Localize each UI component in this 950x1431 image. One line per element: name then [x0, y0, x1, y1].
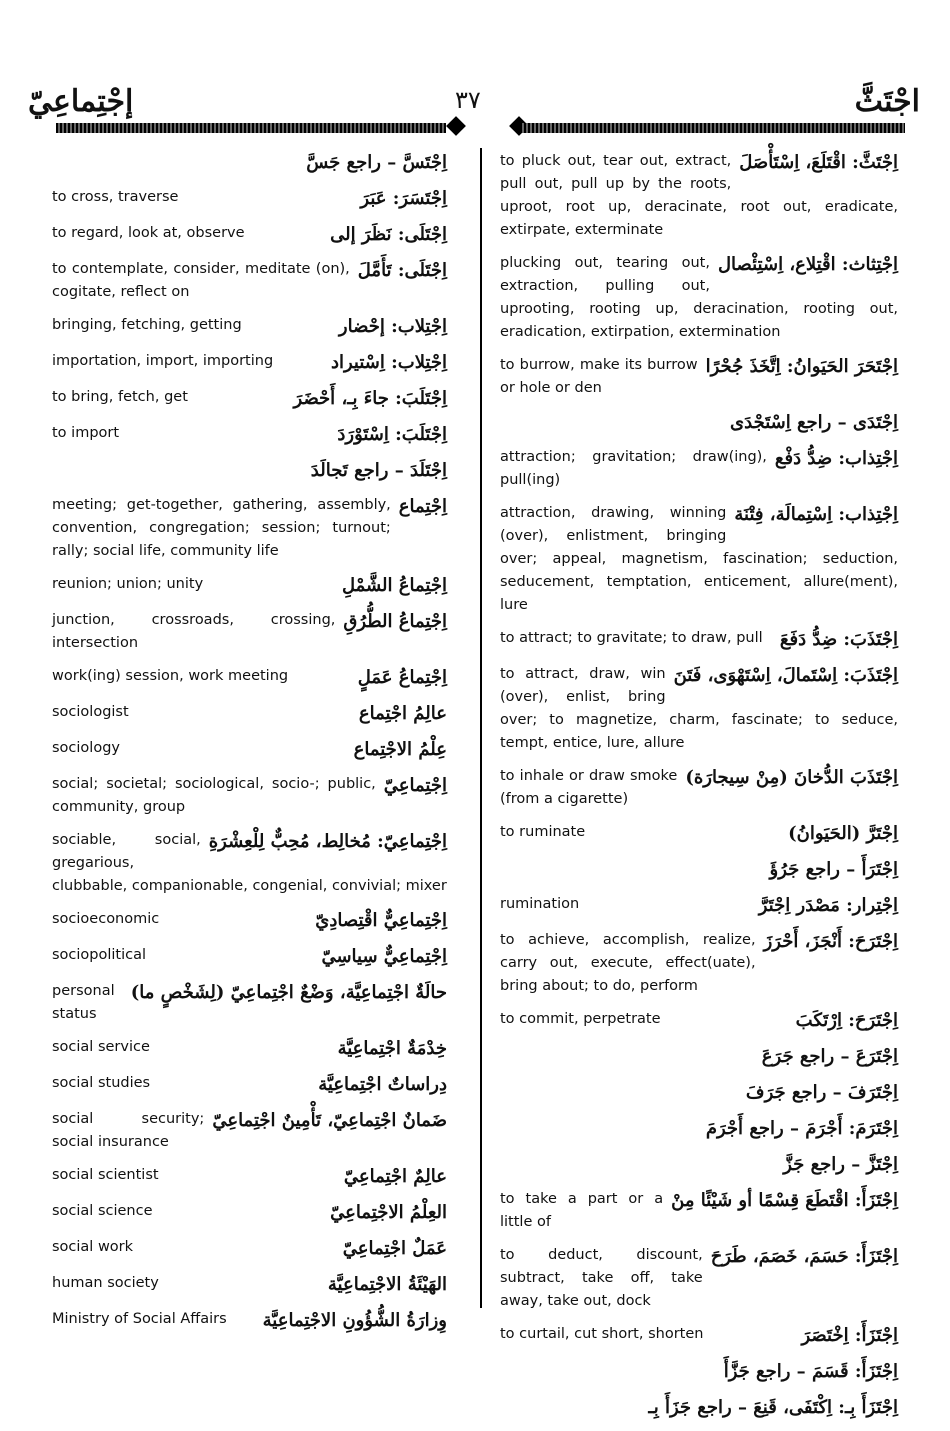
arabic-headword: اِجْتَثَّ: اقْتَلَعَ، اِسْتَأْصَلَ	[739, 152, 898, 173]
arabic-headword: اِجْتَذَبَ: ضِدُّ دَفَعَ	[779, 629, 898, 650]
arabic-headword: العِلْمُ الاجْتِماعِيّ	[330, 1202, 447, 1223]
dictionary-entry	[52, 944, 447, 970]
english-definition: social service	[52, 1039, 150, 1055]
arabic-headword: خِدْمَةٌ اجْتِماعِيَّة	[337, 1038, 447, 1059]
arabic-headword: اِجْتَذَبَ الدُّخانَ (مِنْ سِيجارَة)	[685, 767, 898, 788]
arabic-headword: اِجْتَزَأَ: حَسَمَ، خَصَمَ، طَرَحَ	[710, 1246, 898, 1267]
english-definition: plucking out, tearing out, extraction, pulling out, uprooting, rooting up, deracination, rooting out, eradication, extirpation, extermination	[500, 255, 898, 340]
arabic-headword: اِجْتَدَى – راجع اِسْتَجْدَى	[730, 412, 898, 433]
dictionary-entry	[500, 929, 898, 998]
arabic-headword: اِجْتَرَعَ – راجع جَرَعَ	[761, 1046, 898, 1067]
arabic-headword: اِجْتَرَمَ: أَجْرَمَ – راجع أَجْرَمَ	[705, 1118, 898, 1139]
arabic-headword: اِجْتِماع	[398, 496, 447, 517]
dictionary-entry	[52, 186, 447, 212]
dictionary-entry	[500, 627, 898, 653]
dictionary-entry	[52, 1164, 447, 1190]
dictionary-entry	[52, 386, 447, 412]
right-column	[500, 150, 898, 1431]
column-divider	[480, 148, 482, 1308]
arabic-headword: اِجْتَذَبَ: اِسْتَمالَ، اِسْتَهْوَى، فَتَنَ	[673, 665, 898, 686]
dictionary-entry	[500, 1395, 898, 1421]
arabic-headword: اِجْتِماعُ الشَّمْلِ	[341, 575, 447, 596]
english-definition: to cross, traverse	[52, 189, 179, 205]
arabic-headword: اِجْتِثاث: اقْتِلاع، اِسْتِئْصال	[717, 254, 898, 275]
dictionary-entry	[500, 1116, 898, 1142]
english-definition: socioeconomic	[52, 911, 160, 927]
english-definition: to commit, perpetrate	[500, 1011, 661, 1027]
dictionary-entry	[52, 1236, 447, 1262]
arabic-headword: اِجْتَلَى: نَظَرَ إلى	[330, 224, 447, 245]
dictionary-entry	[500, 1080, 898, 1106]
english-definition: Ministry of Social Affairs	[52, 1311, 227, 1327]
arabic-headword: اِجْتِماعُ الطُّرُقِ	[343, 611, 447, 632]
dictionary-entry	[52, 222, 447, 248]
english-definition: social security; social insurance	[52, 1111, 205, 1150]
english-definition: sociologist	[52, 704, 129, 720]
dictionary-entry	[52, 980, 447, 1026]
arabic-headword: اِجْتِلاب: اِسْتيراد	[330, 352, 447, 373]
dictionary-entry	[52, 150, 447, 176]
header-rule-right	[520, 123, 905, 133]
arabic-headword: عَمَلٌ اجْتِماعِيّ	[342, 1238, 447, 1259]
dictionary-entry	[52, 773, 447, 819]
dictionary-entry	[500, 410, 898, 436]
dictionary-entry	[500, 765, 898, 811]
arabic-headword: اِجْتَلَى: تَأَمَّلَ	[357, 260, 447, 281]
guide-word-last: إجْتِماعِيّ	[28, 84, 134, 119]
arabic-headword: اِجْتَزَأَ: قَسَمَ – راجع جَزَّأَ	[723, 1361, 898, 1382]
dictionary-entry	[52, 701, 447, 727]
arabic-headword: عالِمٌ اجْتِماعِيّ	[343, 1166, 447, 1187]
dictionary-entry	[52, 1200, 447, 1226]
english-definition: to deduct, discount, subtract, take off, take away, take out, dock	[500, 1247, 703, 1309]
dictionary-entry	[52, 1272, 447, 1298]
english-definition: sociable, social, gregarious, clubbable, companionable, congenial, convivial; mixer	[52, 832, 447, 894]
dictionary-entry	[500, 1323, 898, 1349]
arabic-headword: دِراساتٌ اجْتِماعِيَّة	[318, 1074, 447, 1095]
english-definition: to regard, look at, observe	[52, 225, 245, 241]
arabic-headword: اِجْتَرَحَ: أَنْجَزَ، أَحْرَزَ	[763, 931, 898, 952]
dictionary-entry	[52, 1108, 447, 1154]
dictionary-entry	[52, 609, 447, 655]
dictionary-entry	[52, 665, 447, 691]
dictionary-entry	[500, 1244, 898, 1313]
english-definition: social work	[52, 1239, 134, 1255]
arabic-headword: وِزارَةُ الشُّؤُونِ الاجْتِماعِيَّة	[262, 1310, 447, 1331]
english-definition: to achieve, accomplish, realize, carry out, execute, effect(uate), bring about; to do, perform	[500, 932, 756, 994]
arabic-headword: اِجْتَزَأَ بِـ: اِكْتَفَى، قَنِعَ – راجع جَزَأَ بِـ	[648, 1397, 898, 1418]
english-definition: human society	[52, 1275, 159, 1291]
dictionary-entry	[52, 494, 447, 563]
dictionary-entry	[500, 893, 898, 919]
english-definition: importation, import, importing	[52, 353, 274, 369]
english-definition: to attract; to gravitate; to draw, pull	[500, 630, 763, 646]
dictionary-entry	[500, 502, 898, 617]
english-definition: rumination	[500, 896, 580, 912]
dictionary-entry	[500, 663, 898, 755]
dictionary-entry	[500, 1152, 898, 1178]
english-definition: junction, crossroads, crossing, intersection	[52, 612, 336, 651]
arabic-headword: حالَةٌ اجْتِماعِيَّة، وَضْعٌ اجْتِماعِيّ (لِشَخْصٍ ما)	[130, 982, 447, 1003]
rule-ornament-left	[446, 116, 466, 136]
dictionary-entry	[52, 573, 447, 599]
english-definition: sociology	[52, 740, 120, 756]
arabic-headword: الهَيْئَةُ الاجْتِماعِيَّة	[327, 1274, 447, 1295]
dictionary-entry	[52, 1308, 447, 1334]
dictionary-entry	[500, 446, 898, 492]
english-definition: attraction; gravitation; draw(ing), pull(ing)	[500, 449, 767, 488]
page-number: ٣٧	[455, 86, 481, 114]
arabic-headword: عِلْمُ الاجْتِماع	[353, 739, 447, 760]
arabic-headword: اِجْتَرَأَ – راجع جَرُؤَ	[769, 859, 898, 880]
dictionary-entry	[52, 737, 447, 763]
guide-word-first: اجْتَثَّ	[854, 84, 920, 119]
english-definition: to import	[52, 425, 120, 441]
arabic-headword: اِجْتَسَّ – راجع جَسَّ	[306, 152, 447, 173]
arabic-headword: اِجْتَلَدَ – راجع تَجالَدَ	[310, 460, 447, 481]
english-definition: social scientist	[52, 1167, 159, 1183]
arabic-headword: اِجْتَرَفَ – راجع جَرَفَ	[745, 1082, 898, 1103]
english-definition: reunion; union; unity	[52, 576, 204, 592]
arabic-headword: اِجْتَحَرَ الحَيَوانُ: اِتَّخَذَ جُحْرًا	[705, 356, 898, 377]
dictionary-entry	[52, 258, 447, 304]
dictionary-entry	[52, 458, 447, 484]
dictionary-entry	[500, 1188, 898, 1234]
english-definition: meeting; get-together, gathering, assembly, convention, congregation; session; turnout; rally; social life, community life	[52, 497, 391, 559]
arabic-headword: اِجْتِذاب: ضِدُّ دَفْع	[774, 448, 898, 469]
arabic-headword: عالِمُ اجْتِماع	[358, 703, 447, 724]
arabic-headword: اِجْتِماعِيٌّ سِياسِيّ	[321, 946, 447, 967]
dictionary-entry	[500, 252, 898, 344]
english-definition: social studies	[52, 1075, 151, 1091]
english-definition: work(ing) session, work meeting	[52, 668, 289, 684]
dictionary-entry	[52, 908, 447, 934]
english-definition: social; societal; sociological, socio-; public, community, group	[52, 776, 376, 815]
dictionary-entry	[500, 150, 898, 242]
dictionary-entry	[500, 821, 898, 847]
english-definition: attraction, drawing, winning (over), enlistment, bringing over; appeal, magnetism, fascination; seduction, seducement, temptation, enticement, allure(ment), lure	[500, 505, 898, 613]
english-definition: to pluck out, tear out, extract, pull out, pull up by the roots, uproot, root up, deracinate, root out, eradicate, extirpate, exterminate	[500, 153, 898, 238]
arabic-headword: ضَمانٌ اجْتِماعِيّ، تَأْمِينٌ اجْتِماعِيّ	[212, 1110, 447, 1131]
dictionary-entry	[500, 1359, 898, 1385]
dictionary-entry	[52, 829, 447, 898]
arabic-headword: اِجْتِذاب: اِسْتِمالَة، فِتْنَة	[734, 504, 898, 525]
english-definition: to inhale or draw smoke (from a cigarette)	[500, 768, 678, 807]
arabic-headword: اِجْتَسَرَ: عَبَرَ	[360, 188, 447, 209]
left-column	[52, 150, 447, 1344]
arabic-headword: اِجْتَرَّ (الحَيَوانُ)	[788, 823, 898, 844]
arabic-headword: اِجْتَرَحَ: اِرْتَكَبَ	[795, 1010, 898, 1031]
arabic-headword: اِجْتَزَأَ: اقْتَطَعَ قِسْمًا أو شَيْئًا مِنْ	[671, 1190, 898, 1211]
english-definition: to bring, fetch, get	[52, 389, 188, 405]
arabic-headword: اِجْتِماعِيٌّ اقْتِصادِيّ	[315, 910, 447, 931]
arabic-headword: اِجْتِلاب: إحْضار	[338, 316, 447, 337]
dictionary-entry	[500, 1044, 898, 1070]
dictionary-entry	[52, 1036, 447, 1062]
arabic-headword: اِجْتَلَبَ: جاءَ بِـ، أَحْضَرَ	[293, 388, 447, 409]
dictionary-entry	[52, 1072, 447, 1098]
english-definition: sociopolitical	[52, 947, 147, 963]
english-definition: personal status	[52, 983, 115, 1022]
arabic-headword: اِجْتِماعِيّ	[383, 775, 447, 796]
dictionary-entry	[52, 350, 447, 376]
arabic-headword: اِجْتِماعِيّ: مُخالِط، مُحِبٌّ لِلْعِشْرَةِ	[208, 831, 447, 852]
dictionary-entry	[500, 354, 898, 400]
english-definition: to attract, draw, win (over), enlist, bring over; to magnetize, charm, fascinate; to seduce, tempt, entice, lure, allure	[500, 666, 898, 751]
english-definition: to contemplate, consider, meditate (on), cogitate, reflect on	[52, 261, 350, 300]
english-definition: to curtail, cut short, shorten	[500, 1326, 704, 1342]
english-definition: social science	[52, 1203, 153, 1219]
dictionary-entry	[52, 422, 447, 448]
english-definition: to ruminate	[500, 824, 586, 840]
page-header	[0, 0, 950, 150]
english-definition: to take a part or a little of	[500, 1191, 664, 1230]
arabic-headword: اِجْتَزَأَ: اِخْتَصَرَ	[801, 1325, 898, 1346]
dictionary-entry	[500, 1008, 898, 1034]
arabic-headword: اِجْتِرار: مَصْدَر اِجْتَرَّ	[758, 895, 898, 916]
dictionary-entry	[500, 857, 898, 883]
header-rule-left	[56, 123, 446, 133]
arabic-headword: اِجْتَلَبَ: اِسْتَوْرَدَ	[337, 424, 447, 445]
english-definition: to burrow, make its burrow or hole or den	[500, 357, 698, 396]
english-definition: bringing, fetching, getting	[52, 317, 242, 333]
arabic-headword: اِجْتَزَّ – راجع جَزَّ	[783, 1154, 898, 1175]
arabic-headword: اِجْتِماعُ عَمَلٍ	[357, 667, 447, 688]
dictionary-entry	[52, 314, 447, 340]
